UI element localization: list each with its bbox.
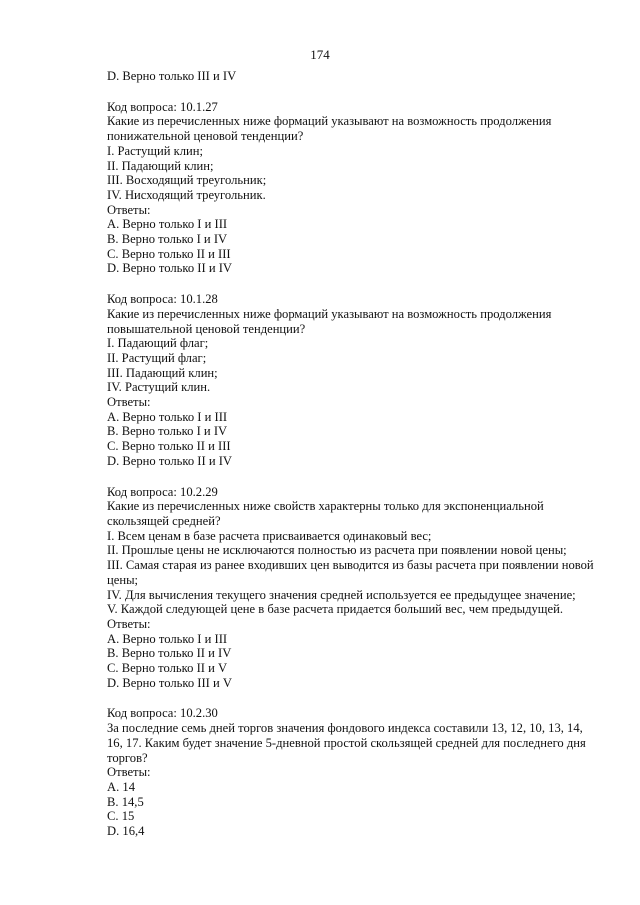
question-text-line: скользящей средней? (107, 513, 221, 528)
answer-option: A. Верно только I и III (107, 631, 228, 646)
statement-item: III. Восходящий треугольник; (107, 173, 267, 188)
question-text-line: понижательной ценовой тенденции? (107, 129, 304, 144)
question-code: Код вопроса: 10.2.29 (107, 484, 218, 499)
statement-item: IV. Для вычисления текущего значения средней используется ее предыдущее значение; (107, 587, 576, 602)
question-text-line: Какие из перечисленных ниже формаций указывают на возможность продолжения (107, 306, 552, 321)
statement-item: I. Падающий флаг; (107, 336, 209, 351)
carry-over-answer: D. Верно только III и IV (107, 69, 237, 83)
question-code: Код вопроса: 10.1.28 (107, 292, 218, 307)
question-text-line: За последние семь дней торгов значения фондового индекса составили 13, 12, 10, 13, 14, (107, 721, 583, 736)
answer-option: D. Верно только II и IV (107, 453, 232, 468)
statement-item: III. Самая старая из ранее входивших цен выводится из базы расчета при появлении новой (107, 558, 594, 573)
question-text-line: 16, 17. Каким будет значение 5-дневной простой скользящей средней для последнего дня (107, 735, 586, 750)
statement-item: II. Прошлые цены не исключаются полностью из расчета при появлении новой цены; (107, 543, 567, 558)
question-block (107, 292, 612, 468)
answer-option: A. 14 (107, 779, 135, 794)
statement-item: V. Каждой следующей цене в базе расчета придается больший вес, чем предыдущей. (107, 602, 563, 617)
answer-option: B. Верно только I и IV (107, 232, 228, 247)
statement-item: цены; (107, 572, 139, 587)
answer-option: B. Верно только II и IV (107, 646, 232, 661)
question-block (107, 706, 612, 838)
statement-item: IV. Растущий клин. (107, 380, 211, 395)
question-text-line: Какие из перечисленных ниже свойств характерны только для экспоненциальной (107, 499, 544, 514)
answer-option: D. Верно только III и V (107, 675, 232, 690)
answers-label: Ответы: (107, 616, 151, 631)
answers-label: Ответы: (107, 765, 151, 780)
question-text-line: Какие из перечисленных ниже формаций указывают на возможность продолжения (107, 114, 552, 129)
statement-item: IV. Нисходящий треугольник. (107, 187, 266, 202)
question-block (107, 485, 612, 691)
answers-label: Ответы: (107, 395, 151, 410)
question-text-line: торгов? (107, 750, 148, 765)
question-code: Код вопроса: 10.1.27 (107, 99, 218, 114)
answer-option: B. 14,5 (107, 794, 144, 809)
page-number: 174 (310, 47, 330, 62)
answer-option: C. 15 (107, 809, 135, 824)
page-content (107, 69, 612, 839)
answers-label: Ответы: (107, 202, 151, 217)
statement-item: III. Падающий клин; (107, 365, 218, 380)
question-block (107, 100, 612, 276)
answer-option: C. Верно только II и III (107, 246, 231, 261)
answer-option: B. Верно только I и IV (107, 424, 228, 439)
statement-item: I. Растущий клин; (107, 143, 204, 158)
answer-option: A. Верно только I и III (107, 409, 228, 424)
answer-option: D. Верно только II и IV (107, 261, 232, 276)
answer-option: A. Верно только I и III (107, 217, 228, 232)
statement-item: I. Всем ценам в базе расчета присваивается одинаковый вес; (107, 528, 432, 543)
question-code: Код вопроса: 10.2.30 (107, 706, 218, 721)
question-text-line: повышательной ценовой тенденции? (107, 321, 306, 336)
question-list (107, 100, 612, 839)
answer-option: D. 16,4 (107, 824, 145, 839)
answer-option: C. Верно только II и V (107, 661, 228, 676)
answer-option: C. Верно только II и III (107, 439, 231, 454)
statement-item: II. Падающий клин; (107, 158, 214, 173)
statement-item: II. Растущий флаг; (107, 350, 207, 365)
